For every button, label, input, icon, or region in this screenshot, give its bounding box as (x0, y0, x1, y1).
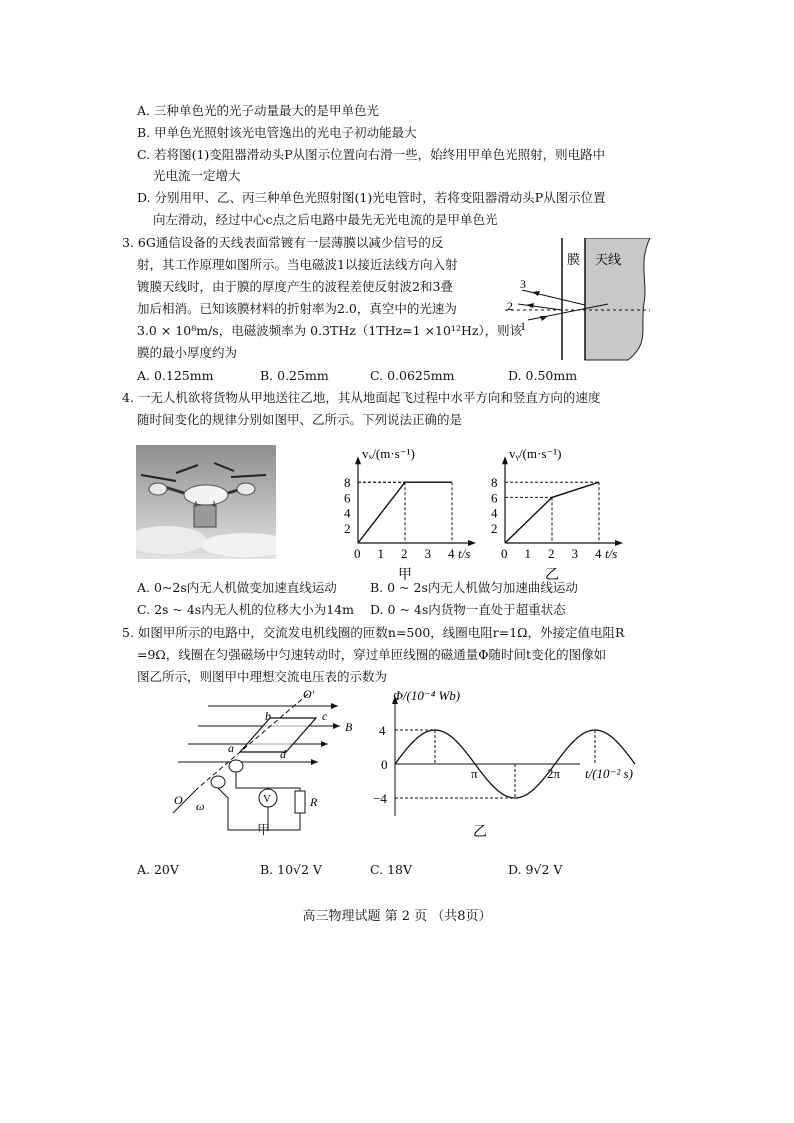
vy-ylabel: vᵧ/(m·s⁻¹) (509, 446, 562, 462)
ray-2 (518, 304, 562, 310)
vx-xtick-3: 3 (424, 546, 431, 561)
vx-y-arrow (355, 456, 361, 464)
q5-stem-line2: =9Ω，线圈在匀强磁场中匀速转动时，穿过单匝线圈的磁通量Φ随时间t变化的图像如 (137, 647, 607, 662)
q4-stem-line1: 4. 一无人机欲将货物从甲地送往乙地，其从地面起飞过程中水平方向和竖直方向的速度 (122, 390, 601, 405)
voltmeter-label: V (263, 793, 271, 805)
vy-ytick-8: 8 (491, 475, 498, 491)
q5-option-b: B. 10√2 V (260, 862, 322, 877)
q4-option-c: C. 2s ~ 4s内无人机的位移大小为14m (137, 602, 354, 617)
q2-option-d-line1: D. 分别用甲、乙、丙三种单色光照射图(1)光电管时，若将变阻器滑动头P从图示位置 (137, 190, 606, 205)
fig-a-caption: 甲 (257, 823, 271, 838)
label-O-prime: O′ (303, 688, 315, 701)
slip-ring-2 (211, 776, 225, 788)
q3-film-diagram (500, 238, 660, 363)
q4-option-d: D. 0 ~ 4s内货物一直处于超重状态 (370, 602, 566, 617)
phi-ytick-0: 0 (381, 757, 388, 772)
q2-option-a: A. 三种单色光的光子动量最大的是甲单色光 (137, 103, 379, 118)
q3-stem-line4: 加后相消。已知该膜材料的折射率为2.0，真空中的光速为 (137, 301, 457, 316)
vx-caption: 甲 (398, 568, 412, 583)
q3-option-b: B. 0.25mm (260, 368, 329, 383)
q2-option-d-line2: 向左滑动，经过中心c点之后电路中最先无光电流的是甲单色光 (153, 212, 498, 227)
vy-xtick-3: 3 (571, 546, 578, 561)
label-O: O (174, 793, 183, 807)
vx-ylabel: vₓ/(m·s⁻¹) (362, 446, 415, 462)
q3-stem-line1: 3. 6G通信设备的天线表面常镀有一层薄膜以减少信号的反 (122, 235, 444, 250)
vy-xtick-1: 1 (524, 546, 531, 561)
vy-xlabel: t/s (605, 546, 618, 561)
vx-time-chart (333, 425, 485, 590)
label-c: c (322, 709, 328, 723)
label-B: B (345, 720, 353, 734)
generator-circuit-diagram (168, 688, 368, 840)
phi-xtick-2pi: 2π (547, 766, 561, 781)
q4-option-b: B. 0 ~ 2s内无人机做匀加速曲线运动 (370, 580, 578, 595)
ray-3-label: 3 (520, 277, 526, 291)
cargo-box (194, 505, 216, 527)
drone-photo (136, 445, 276, 559)
vy-xtick-2: 2 (548, 546, 555, 561)
ray-3-arrow (532, 291, 540, 296)
q2-option-c-line1: C. 若将图(1)变阻器滑动头P从图示位置向右滑一些，始终用甲单色光照射，则电路中 (137, 147, 606, 162)
phi-xtick-pi: π (471, 766, 478, 781)
ray-1-arrow (540, 316, 548, 321)
vx-xtick-1: 1 (377, 546, 384, 561)
vy-ytick-2: 2 (491, 520, 498, 536)
q5-option-a: A. 20V (137, 862, 179, 877)
resistor-R (295, 791, 305, 813)
q5-stem-line3: 图乙所示，则图甲中理想交流电压表的示数为 (137, 669, 388, 684)
vy-ytick-6: 6 (491, 490, 498, 506)
q2-option-c-line2: 光电流一定增大 (153, 168, 241, 183)
phi-ylabel: Φ/(10⁻⁴ Wb) (393, 688, 461, 703)
q3-stem-line2: 射，其工作原理如图所示。当电磁波1以接近法线方向入射 (137, 257, 458, 272)
vx-ytick-6: 6 (344, 490, 351, 506)
flux-time-chart (360, 688, 650, 840)
vy-xtick-4: 4 (595, 546, 602, 561)
phi-caption: 乙 (473, 825, 487, 840)
label-b: b (265, 709, 271, 723)
q3-stem-line6: 膜的最小厚度约为 (137, 345, 238, 360)
phi-ytick-4: 4 (379, 723, 386, 738)
antenna-label: 天线 (595, 252, 622, 267)
vx-ytick-8: 8 (344, 475, 351, 491)
vx-ytick-4: 4 (344, 505, 351, 521)
q3-option-a: A. 0.125mm (137, 368, 214, 383)
q4-option-a: A. 0~2s内无人机做变加速直线运动 (137, 580, 337, 595)
label-omega: ω (196, 799, 205, 813)
ray-2-arrow (526, 303, 534, 308)
vy-time-chart (480, 425, 640, 590)
q3-option-c: C. 0.0625mm (370, 368, 455, 383)
q5-option-c: C. 18V (370, 862, 412, 877)
vy-y-arrow (502, 456, 508, 464)
label-d: d (280, 747, 286, 761)
q2-option-b: B. 甲单色光照射该光电管逸出的光电子初动能最大 (137, 125, 417, 140)
q3-option-d: D. 0.50mm (508, 368, 578, 383)
slip-ring-1 (229, 760, 243, 772)
ray-2-label: 2 (507, 299, 513, 313)
q5-stem-line1: 5. 如图甲所示的电路中，交流发电机线圈的匝数n=500，线圈电阻r=1Ω，外接定值电阻R (122, 625, 625, 640)
q3-stem-line5: 3.0 × 10⁸m/s，电磁波频率为 0.3THz（1THz=1 ×10¹²Hz），则该 (137, 323, 523, 338)
vx-xlabel: t/s (458, 546, 471, 561)
page-footer: 高三物理试题 第 2 页 （共8页） (302, 909, 492, 924)
vy-caption: 乙 (545, 568, 559, 583)
phi-xlabel: t/(10⁻² s) (585, 766, 633, 781)
vy-xtick-0: 0 (501, 546, 508, 561)
q4-stem-line2: 随时间变化的规律分别如图甲、乙所示。下列说法正确的是 (137, 412, 463, 427)
q5-option-d: D. 9√2 V (508, 862, 563, 877)
resistor-label: R (310, 795, 318, 809)
q3-stem-line3: 镀膜天线时，由于膜的厚度产生的波程差使反射波2和3叠 (137, 279, 453, 294)
vx-ytick-2: 2 (344, 520, 351, 536)
ray-3 (522, 290, 585, 305)
drone-body (184, 485, 228, 505)
coil-abcd (240, 718, 316, 752)
vx-xtick-2: 2 (401, 546, 408, 561)
film-label: 膜 (567, 252, 581, 267)
label-a: a (228, 741, 234, 755)
vx-xtick-4: 4 (448, 546, 455, 561)
vx-xtick-0: 0 (354, 546, 361, 561)
ray-1-label: 1 (520, 319, 526, 333)
vy-ytick-4: 4 (491, 505, 498, 521)
phi-ytick-neg4: −4 (373, 791, 387, 806)
